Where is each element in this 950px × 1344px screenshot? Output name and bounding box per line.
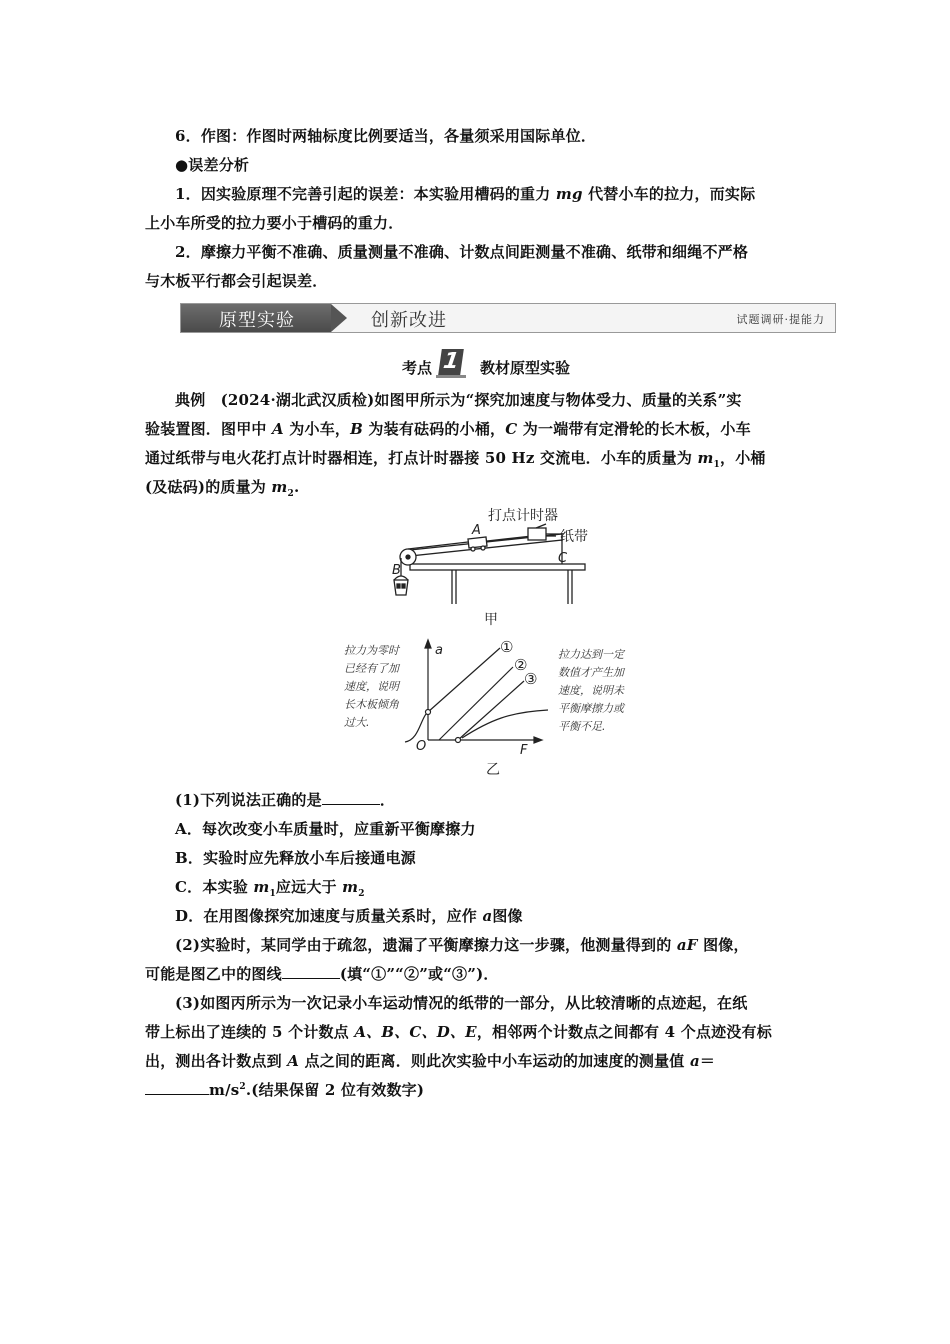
answer-blank-2[interactable] bbox=[282, 964, 340, 979]
weight-2 bbox=[402, 584, 405, 588]
error-1-line-1: 1．因实验原理不完善引起的误差：本实验用槽码的重力 mg 代替小车的拉力，而实际 bbox=[175, 185, 756, 203]
left-note-pointer bbox=[405, 714, 426, 742]
axis-label-F: F bbox=[520, 743, 528, 758]
question-3-line-1: (3)如图丙所示为一次记录小车运动情况的纸带的一部分，从比较清晰的点迹起，在纸 bbox=[175, 994, 748, 1012]
kaodian-title: 教材原型实验 bbox=[480, 359, 571, 377]
label-B: B bbox=[392, 563, 401, 578]
line-label-1: ① bbox=[500, 638, 514, 656]
right-note-line-3: 速度，说明未 bbox=[558, 684, 624, 697]
right-note-line-2: 数值才产生加 bbox=[558, 666, 624, 679]
tape-label: 纸带 bbox=[560, 529, 588, 545]
y-axis-arrow bbox=[425, 640, 431, 648]
axis-label-a: a bbox=[435, 643, 443, 658]
error-1-line-2: 上小车所受的拉力要小于槽码的重力． bbox=[145, 214, 404, 232]
kaodian-number-underline bbox=[436, 375, 466, 378]
line-3 bbox=[458, 681, 524, 740]
right-note-line-1: 拉力达到一定 bbox=[558, 648, 624, 661]
left-annotation bbox=[344, 644, 401, 729]
timer-box bbox=[528, 528, 546, 540]
example-line-1: 典例 (2024·湖北武汉质检)如图甲所示为“探究加速度与物体受力、质量的关系”实 bbox=[175, 391, 742, 409]
label-A: A bbox=[472, 523, 481, 538]
option-D: D．在用图像探究加速度与质量关系时，应作 a图像 bbox=[175, 907, 523, 925]
question-1-stem: (1)下列说法正确的是 ． bbox=[175, 791, 396, 809]
intercept-dot-1 bbox=[426, 710, 431, 715]
pulley-hub bbox=[406, 555, 410, 559]
left-note-line-3: 速度，说明 bbox=[344, 680, 399, 693]
car-wheel-1 bbox=[471, 547, 475, 551]
right-note-line-4: 平衡摩擦力或 bbox=[558, 702, 624, 715]
label-C: C bbox=[558, 551, 568, 566]
bucket bbox=[394, 580, 408, 595]
option-C: C．本实验 $m_1$应远大于 $m_2$ bbox=[175, 878, 365, 899]
caption-jia: 甲 bbox=[484, 612, 498, 628]
option-A: A．每次改变小车质量时，应重新平衡摩擦力 bbox=[175, 820, 476, 838]
banner-arrow-icon bbox=[331, 304, 347, 332]
line-label-2: ② bbox=[514, 656, 528, 674]
section-6-text: 6．作图：作图时两轴标度比例要适当，各量须采用国际单位． bbox=[175, 127, 597, 145]
question-3-line-2: 带上标出了连续的 5 个计数点 A、B、C、D、E，相邻两个计数点之间都有 4 个点迹没有标 bbox=[145, 1023, 772, 1041]
car-wheel-2 bbox=[481, 546, 485, 550]
banner-left-label: 原型实验 bbox=[219, 310, 295, 331]
right-note-line-5: 平衡不足. bbox=[558, 720, 606, 733]
kaodian-number-badge: 1 bbox=[438, 349, 464, 375]
banner-right-label: 试题调研·提能力 bbox=[736, 313, 825, 326]
question-3-line-4: $m/s^2$.(结果保留 2 位有效数字) bbox=[145, 1076, 807, 1105]
origin-label: O bbox=[416, 739, 427, 754]
error-2-line-2: 与木板平行都会引起误差． bbox=[145, 272, 328, 290]
left-note-line-2: 已经有了加 bbox=[344, 662, 399, 675]
error-analysis-heading: ●误差分析 bbox=[175, 156, 250, 174]
left-note-line-4: 长木板倾角 bbox=[344, 698, 399, 711]
left-note-line-5: 过大. bbox=[344, 716, 370, 729]
left-note-line-1: 拉力为零时 bbox=[344, 644, 399, 657]
caption-yi: 乙 bbox=[486, 762, 500, 778]
question-3-line-3: 出，测出各计数点到 A 点之间的距离．则此次实验中小车运动的加速度的测量值 a＝ bbox=[145, 1052, 716, 1070]
answer-blank-3[interactable] bbox=[145, 1080, 209, 1095]
right-annotation bbox=[558, 648, 626, 733]
question-2-line-1: (2)实验时，某同学由于疏忽，遗漏了平衡摩擦力这一步骤，他测量得到的 aF 图像， bbox=[175, 936, 749, 954]
example-line-3: 通过纸带与电火花打点计时器相连，打点计时器接 50 Hz 交流电．小车的质量为 $m_1$，小桶 bbox=[145, 449, 766, 470]
line-label-3: ③ bbox=[524, 670, 538, 688]
question-2-line-2: 可能是图乙中的图线 (填“①”“②”或“③”)． bbox=[145, 965, 499, 983]
example-line-4: (及砝码)的质量为 $m_2$. bbox=[145, 478, 300, 499]
section-banner bbox=[180, 303, 836, 333]
error-2-line-1: 2．摩擦力平衡不准确、质量测量不准确、计数点间距测量不准确、纸带和细绳不严格 bbox=[175, 243, 749, 261]
weight-1 bbox=[397, 584, 400, 588]
x-axis-arrow bbox=[534, 737, 542, 743]
answer-blank-1[interactable] bbox=[322, 790, 380, 805]
option-B: B．实验时应先释放小车后接通电源 bbox=[175, 849, 416, 867]
figure-jia-apparatus bbox=[380, 500, 600, 630]
banner-middle-label: 创新改进 bbox=[371, 310, 447, 331]
intercept-dot-3 bbox=[456, 738, 461, 743]
kaodian-label: 考点 bbox=[402, 359, 433, 377]
timer-label: 打点计时器 bbox=[488, 508, 558, 524]
figure-yi-graph bbox=[340, 636, 650, 781]
right-note-pointer bbox=[462, 710, 548, 738]
example-line-2: 验装置图．图甲中 A 为小车，B 为装有砝码的小桶，C 为一端带有定滑轮的长木板，小车 bbox=[145, 420, 751, 438]
